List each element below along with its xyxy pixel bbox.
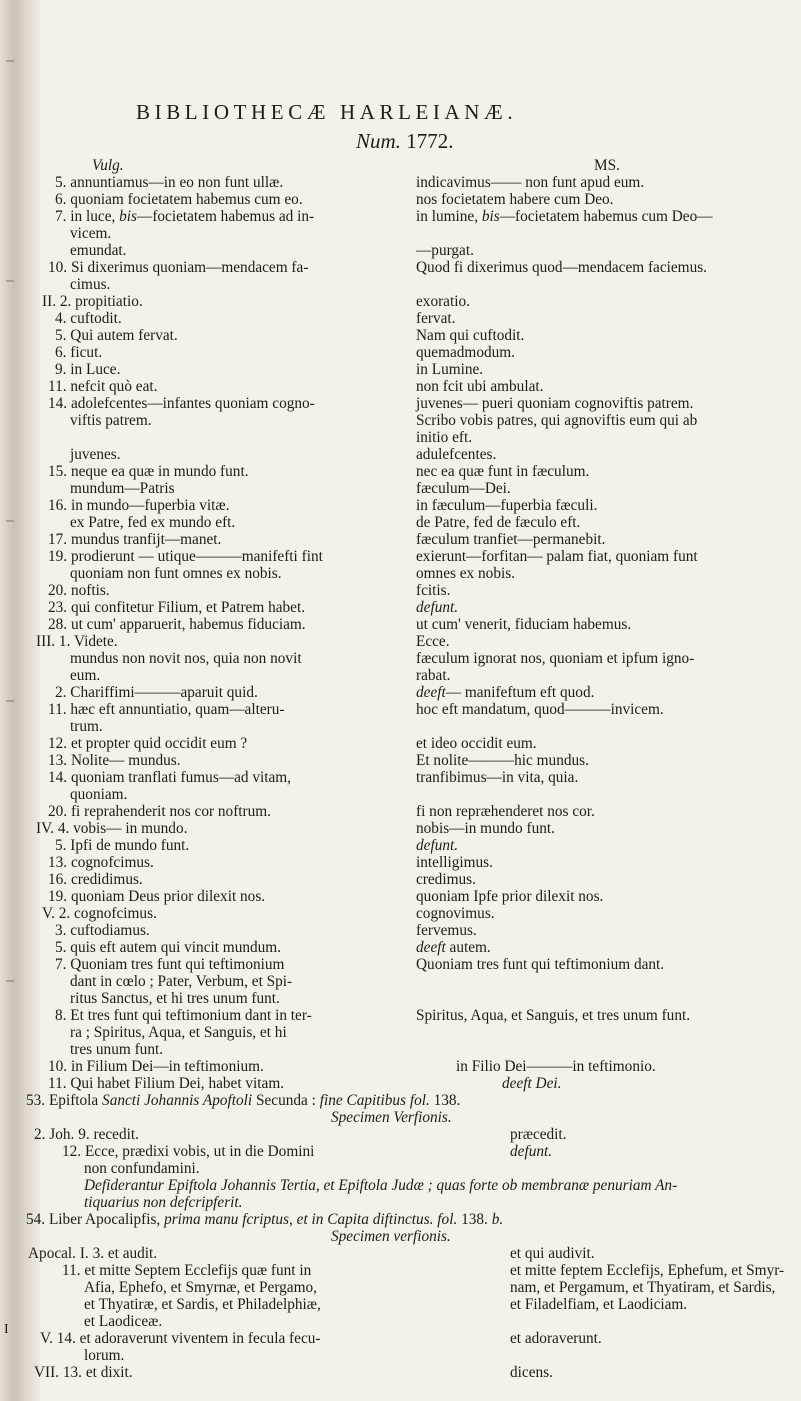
running-title: BIBLIOTHECÆ HARLEIANÆ. (136, 100, 518, 124)
text-line: hoc eft mandatum, quod———invicem. (416, 701, 664, 718)
text-line: ritus Sanctus, et hi tres unum funt. (70, 990, 280, 1007)
text-line: 10. Si dixerimus quoniam—mendacem fa- (48, 259, 309, 276)
text-line: Apocal. I. 3. et audit. (28, 1245, 158, 1262)
text-line: 28. ut cum' apparuerit, habemus fiduciam. (48, 616, 306, 633)
text-line: præcedit. (510, 1126, 567, 1143)
text-line: 20. noftis. (48, 582, 110, 599)
text-line: fæculum—Dei. (416, 480, 511, 497)
spine-mark (6, 280, 14, 282)
text-line: 5. Qui autem fervat. (55, 327, 178, 344)
text-line: Ecce. (416, 633, 450, 650)
text-line: deeft autem. (416, 939, 491, 956)
text-line: Afia, Ephefo, et Smyrnæ, et Pergamo, (84, 1279, 317, 1296)
text-line: 11. hæc eft annuntiatio, quam—alteru- (48, 701, 285, 718)
sheet-number: I (4, 1322, 9, 1337)
text-line: credimus. (416, 871, 476, 888)
text-line: Quod fi dixerimus quod—mendacem faciemus. (416, 259, 707, 276)
text-line: juvenes— pueri quoniam cognoviftis patrem. (416, 395, 694, 412)
text-line: defunt. (416, 837, 459, 854)
text-line: quoniam non funt omnes ex nobis. (70, 565, 282, 582)
text-line: tres unum funt. (70, 1041, 164, 1058)
text-line: III. 1. Videte. (36, 633, 118, 650)
text-line: defunt. (416, 599, 459, 616)
text-line: ut cum' venerit, fiduciam habemus. (416, 616, 632, 633)
text-line: lorum. (84, 1347, 125, 1364)
text-line: 13. Nolite— mundus. (48, 752, 181, 769)
text-line: V. 14. et adoraverunt viventem in fecula fecu- (40, 1330, 321, 1347)
text-line: 6. ficut. (55, 344, 103, 361)
text-line: dant in cœlo ; Pater, Verbum, et Spi- (70, 973, 293, 990)
text-line: 2. Joh. 9. recedit. (34, 1126, 139, 1143)
text-line: 2. Chariffimi———aparuit quid. (55, 684, 258, 701)
text-line: Specimen Verfionis. (331, 1109, 452, 1126)
text-line: deeft Dei. (502, 1075, 562, 1092)
text-line: in fæculum—fuperbia fæculi. (416, 497, 598, 514)
text-line: 8. Et tres funt qui teftimonium dant in ter- (55, 1007, 312, 1024)
text-line: indicavimus—— non funt apud eum. (416, 174, 645, 191)
text-line: Spiritus, Aqua, et Sanguis, et tres unum funt. (416, 1007, 691, 1024)
text-line: 20. fi reprahenderit nos cor noftrum. (48, 803, 272, 820)
text-line: in Lumine. (416, 361, 484, 378)
text-line: cognovimus. (416, 905, 495, 922)
text-line: Defiderantur Epiftola Johannis Tertia, et Epiftola Judæ ; quas forte ob membranæ penuriam An- (84, 1177, 678, 1194)
text-line: mundus non novit nos, quia non novit (70, 650, 302, 667)
text-line: quoniam Ipfe prior dilexit nos. (416, 888, 604, 905)
text-line: nobis—in mundo funt. (416, 820, 555, 837)
text-line: juvenes. (70, 446, 121, 463)
text-line: 5. annuntiamus—in eo non funt ullæ. (55, 174, 284, 191)
text-line: rabat. (416, 667, 451, 684)
text-line: omnes ex nobis. (416, 565, 515, 582)
vulg-column-heading: Vulg. (92, 157, 124, 174)
spine-mark (6, 520, 14, 522)
text-line: 10. in Filium Dei—in teftimonium. (48, 1058, 264, 1075)
text-line: viftis patrem. (70, 412, 152, 429)
text-line: in Filio Dei———in teftimonio. (456, 1058, 656, 1075)
text-line: 23. qui confitetur Filium, et Patrem habet. (48, 599, 306, 616)
text-line: Quoniam tres funt qui teftimonium dant. (416, 956, 665, 973)
text-line: Scribo vobis patres, qui agnoviftis eum qui ab (416, 412, 698, 429)
text-line: 53. Epiftola Sancti Johannis Apoftoli Secunda : fine Capitibus fol. 138. (26, 1092, 461, 1109)
text-line: 16. credidimus. (48, 871, 143, 888)
text-line: 54. Liber Apocalipfis, prima manu fcriptus, et in Capita diftinctus. fol. 138. b. (26, 1211, 504, 1228)
text-line: tranfibimus—in vita, quia. (416, 769, 579, 786)
spine-mark (6, 60, 14, 62)
text-line: fæculum ignorat nos, quoniam et ipfum igno- (416, 650, 695, 667)
text-line: VII. 13. et dixit. (34, 1364, 133, 1381)
book-spine-shadow (0, 0, 40, 1401)
text-line: 14. quoniam tranflati fumus—ad vitam, (48, 769, 292, 786)
text-line: 3. cuftodiamus. (55, 922, 150, 939)
text-line: 12. et propter quid occidit eum ? (48, 735, 248, 752)
text-line: emundat. (70, 242, 127, 259)
text-line: 5. Ipfi de mundo funt. (55, 837, 190, 854)
text-line: 17. mundus tranfijt—manet. (48, 531, 222, 548)
text-line: et Laodiceæ. (84, 1313, 163, 1330)
text-line: 7. in luce, bis—focietatem habemus ad in- (55, 208, 315, 225)
text-line: 5. quis eft autem qui vincit mundum. (55, 939, 282, 956)
text-line: non fcit ubi ambulat. (416, 378, 544, 395)
text-line: quoniam. (70, 786, 128, 803)
catalogue-page (26, 0, 801, 1401)
text-line: fi non repræhenderet nos cor. (416, 803, 595, 820)
text-line: 19. quoniam Deus prior dilexit nos. (48, 888, 266, 905)
text-line: 15. neque ea quæ in mundo funt. (48, 463, 249, 480)
num-label: Num. (356, 129, 401, 153)
spine-mark (6, 980, 14, 982)
text-line: et Filadelfiam, et Laodiciam. (510, 1296, 688, 1313)
text-line: —purgat. (416, 242, 474, 259)
catalogue-number (356, 129, 453, 154)
text-line: et ideo occidit eum. (416, 735, 537, 752)
text-line: et adoraverunt. (510, 1330, 602, 1347)
text-line: mundum—Patris (70, 480, 175, 497)
text-line: vicem. (70, 225, 112, 242)
text-line: nam, et Pergamum, et Thyatiram, et Sardis, (510, 1279, 776, 1296)
spine-mark (6, 700, 14, 702)
text-line: 7. Quoniam tres funt qui teftimonium (55, 956, 285, 973)
text-line: V. 2. cognofcimus. (42, 905, 157, 922)
text-line: exierunt—forfitan— palam fiat, quoniam funt (416, 548, 698, 565)
text-line: fcitis. (416, 582, 451, 599)
text-line: Nam qui cuftodit. (416, 327, 525, 344)
text-line: tiquarius non defcripferit. (84, 1194, 243, 1211)
text-line: et qui audivit. (510, 1245, 595, 1262)
text-line: II. 2. propitiatio. (42, 293, 143, 310)
text-line: 6. quoniam focietatem habemus cum eo. (55, 191, 303, 208)
text-line: exoratio. (416, 293, 470, 310)
ms-column-heading: MS. (594, 157, 620, 174)
text-line: in lumine, bis—focietatem habemus cum Deo— (416, 208, 713, 225)
text-line: initio eft. (416, 429, 473, 446)
text-line: 13. cognofcimus. (48, 854, 154, 871)
text-line: quemadmodum. (416, 344, 515, 361)
text-line: 11. Qui habet Filium Dei, habet vitam. (48, 1075, 285, 1092)
text-line: fervat. (416, 310, 456, 327)
text-line: de Patre, fed de fæculo eft. (416, 514, 581, 531)
text-line: eum. (70, 667, 101, 684)
text-line: nec ea quæ funt in fæculum. (416, 463, 590, 480)
text-line: 12. Ecce, prædixi vobis, ut in die Domini (62, 1143, 315, 1160)
text-line: non confundamini. (84, 1160, 200, 1177)
text-line: et Thyatiræ, et Sardis, et Philadelphiæ, (84, 1296, 321, 1313)
text-line: intelligimus. (416, 854, 493, 871)
text-line: 11. nefcit quò eat. (48, 378, 158, 395)
text-line: 11. et mitte Septem Ecclefijs quæ funt in (62, 1262, 312, 1279)
text-line: defunt. (510, 1143, 553, 1160)
text-line: nos focietatem habere cum Deo. (416, 191, 614, 208)
text-line: 16. in mundo—fuperbia vitæ. (48, 497, 230, 514)
text-line: et mitte feptem Ecclefijs, Ephefum, et Smyr- (510, 1262, 785, 1279)
text-line: ex Patre, fed ex mundo eft. (70, 514, 236, 531)
num-value: 1772. (406, 129, 454, 153)
text-line: cimus. (70, 276, 111, 293)
text-line: 14. adolefcentes—infantes quoniam cogno- (48, 395, 315, 412)
text-line: ra ; Spiritus, Aqua, et Sanguis, et hi (70, 1024, 287, 1041)
text-line: Specimen verfionis. (331, 1228, 451, 1245)
text-line: Et nolite———hic mundus. (416, 752, 589, 769)
text-line: 19. prodierunt — utique———manifefti fint (48, 548, 323, 565)
text-line: adulefcentes. (416, 446, 497, 463)
text-line: deeft— manifeftum eft quod. (416, 684, 595, 701)
text-line: trum. (70, 718, 103, 735)
text-line: fervemus. (416, 922, 477, 939)
text-line: IV. 4. vobis— in mundo. (36, 820, 188, 837)
text-line: 4. cuftodit. (55, 310, 122, 327)
text-line: 9. in Luce. (55, 361, 121, 378)
text-line: dicens. (510, 1364, 553, 1381)
text-line: fæculum tranfiet—permanebit. (416, 531, 606, 548)
